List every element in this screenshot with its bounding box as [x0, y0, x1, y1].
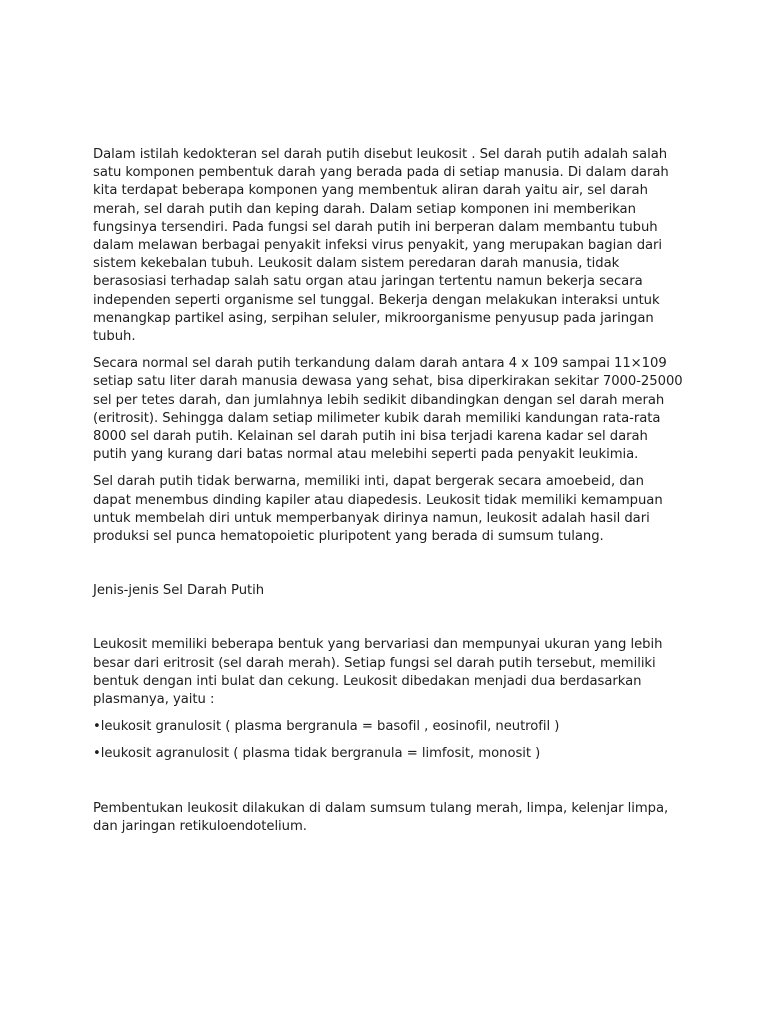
paragraph-leukosit-definition: Dalam istilah kedokteran sel darah putih disebut leukosit . Sel darah putih adalah salah satu komponen pembentuk darah yang berada pada di setiap manusia. Di dalam darah kita terdapat beberapa komponen yang membentuk aliran darah yaitu air, sel darah merah, sel darah putih dan keping darah. Dalam setiap komponen ini memberikan fungsinya tersendiri. Pada fungsi sel darah putih ini berperan dalam membantu tubuh dalam melawan berbagai penyakit infeksi virus penyakit, yang merupakan bagian dari sistem kekebalan tubuh. Leukosit dalam sistem peredaran darah manusia, tidak berasosiasi terhadap salah satu organ atau jaringan tertentu namun bekerja secara independen seperti organisme sel tunggal. Bekerja dengan melakukan interaksi untuk menangkap partikel asing, serpihan seluler, mikroorganisme penyusup pada jaringan tubuh. [93, 147, 669, 345]
paragraph-characteristics: Sel darah putih tidak berwarna, memiliki inti, dapat bergerak secara amoebeid, dan dapat menembus dinding kapiler atau diapedesis. Leukosit tidak memiliki kemampuan untuk membelah diri untuk memperbanyak dirinya namun, leukosit adalah hasil dari produksi sel punca hematopoietic pluripotent yang berada di sumsum tulang. [93, 474, 663, 545]
section-heading: Jenis-jenis Sel Darah Putih [93, 583, 265, 599]
document-body [93, 146, 683, 836]
list-item-agranulosit: •leukosit agranulosit ( plasma tidak bergranula = limfosit, monosit ) [93, 746, 541, 762]
paragraph-formation: Pembentukan leukosit dilakukan di dalam sumsum tulang merah, limpa, kelenjar limpa, dan jaringan retikuloendotelium. [93, 800, 669, 834]
paragraph-normal-count: Secara normal sel darah putih terkandung dalam darah antara 4 x 109 sampai 11×109 setiap satu liter darah manusia dewasa yang sehat, bisa diperkirakan sekitar 7000-25000 sel per tetes darah, dan jumlahnya lebih sedikit dibandingkan dengan sel darah merah (eritrosit). Sehingga dalam setiap milimeter kubik darah memiliki kandungan rata-rata 8000 sel darah putih. Kelainan sel darah putih ini bisa terjadi karena kadar sel darah putih yang kurang dari batas normal atau melebihi seperti pada penyakit leukimia. [93, 356, 683, 463]
paragraph-intro-types: Leukosit memiliki beberapa bentuk yang bervariasi dan mempunyai ukuran yang lebih besar dari eritrosit (sel darah merah). Setiap fungsi sel darah putih tersebut, memiliki bentuk dengan inti bulat dan cekung. Leukosit dibedakan menjadi dua berdasarkan plasmanya, yaitu : [93, 637, 663, 708]
list-item-granulosit: •leukosit granulosit ( plasma bergranula = basofil , eosinofil, neutrofil ) [93, 719, 560, 735]
